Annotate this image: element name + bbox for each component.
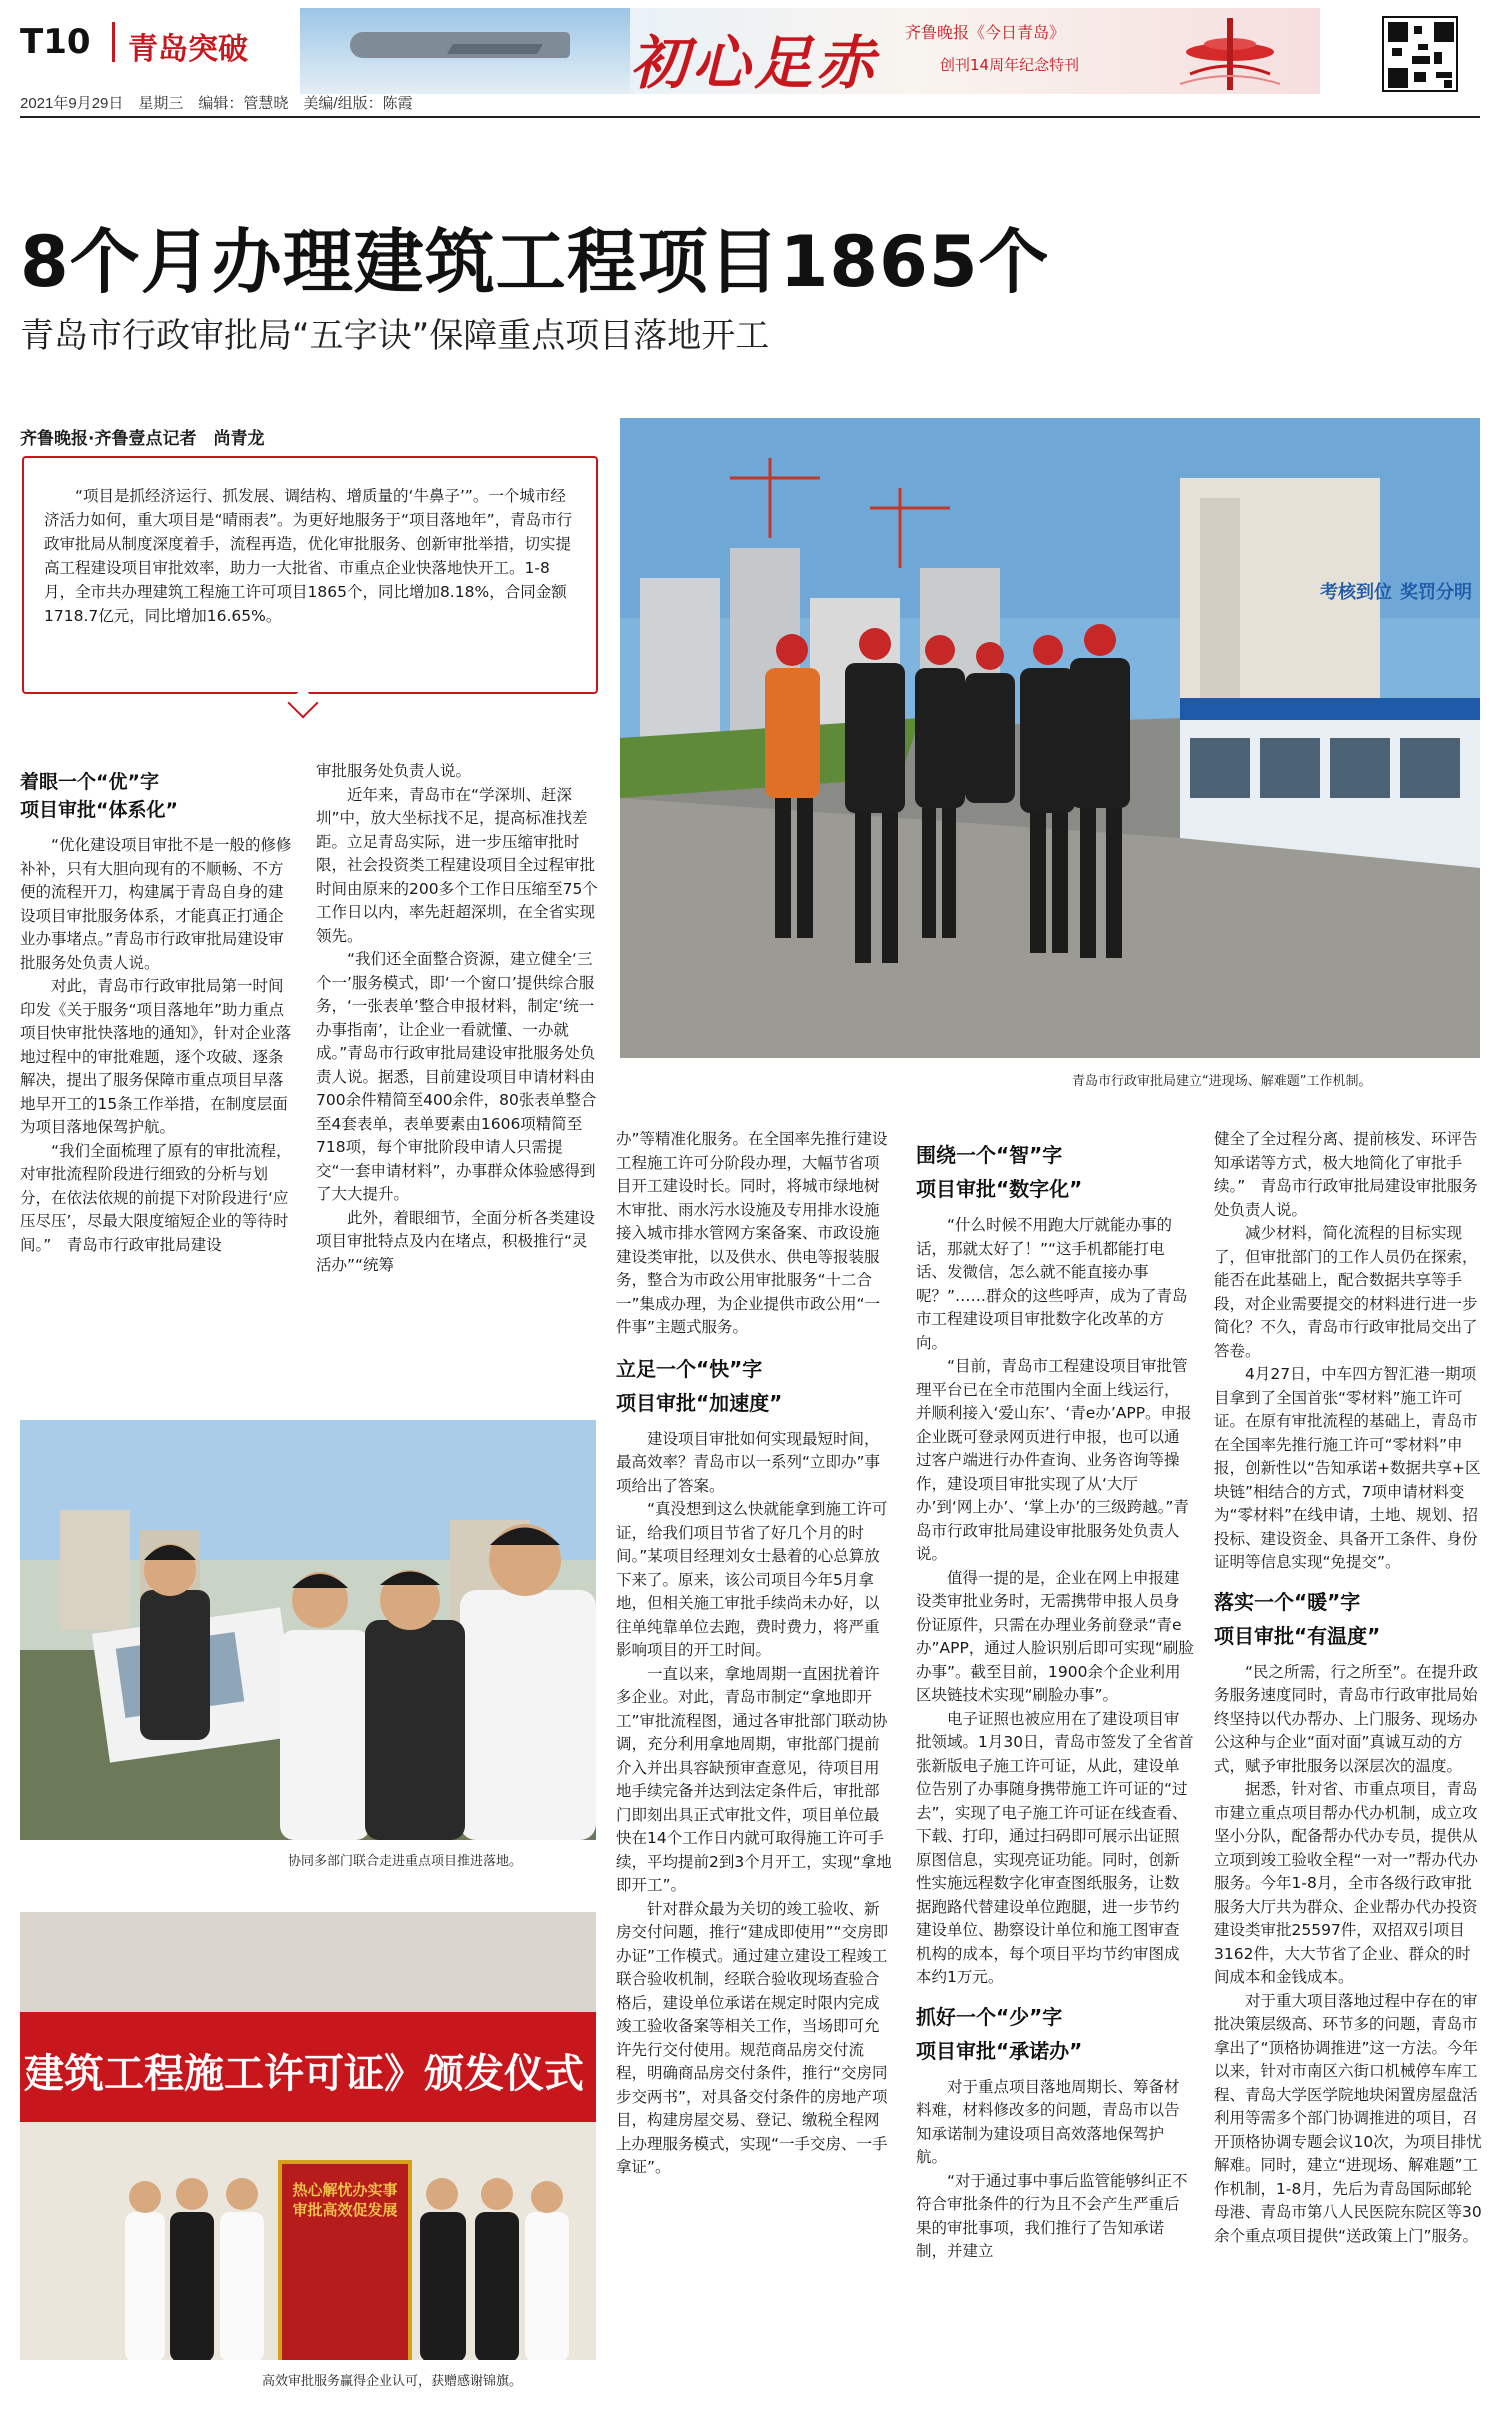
ceremony-photo	[20, 1912, 596, 2360]
joint-visit-photo	[20, 1420, 596, 1840]
column-2	[616, 1128, 892, 2408]
paragraph: 健全了全过程分离、提前核发、环评告知承诺等方式，极大地简化了审批手续。” 青岛市行政审批局建设审批服务处负责人说。	[1214, 1130, 1478, 1219]
anniversary-label: 创刊14周年纪念特刊	[940, 56, 1080, 74]
paragraph: “优化建设项目审批不是一般的修修补补，只有大胆向现有的不顺畅、不方便的流程开刀，构建属于青岛自身的建设项目审批服务体系，才能真正打通企业办事堵点。”青岛市行政审批局建设审批服务处负责人说。	[20, 836, 292, 972]
section5-title1: 落实一个“暖”字	[1214, 1589, 1361, 1614]
paragraph: 据悉，针对省、市重点项目，青岛市建立重点项目帮办代办机制，成立攻坚小分队，配备帮办代办专员，提供从立项到竣工验收全程“一对一”帮办代办服务。今年1-8月，全市各级行政审批服务大厅共为群众、企业帮办代办投资建设类审批25597件，双招双引项目3162件，大大节省了企业、群众的时间成本和金钱成本。	[1214, 1780, 1479, 1986]
tv-tower-illustration	[1170, 14, 1290, 94]
paragraph: 近年来，青岛市在“学深圳、赶深圳”中，放大坐标找不足，提高标准找差距。立足青岛实际，进一步压缩审批时限，社会投资类工程建设项目全过程审批时间由原来的200多个工作日压缩至75个工作日以内，率先赶超深圳，在全省实现领先。	[316, 785, 598, 945]
section5-title2: 项目审批“有温度”	[1214, 1623, 1381, 1648]
anniversary-banner	[300, 8, 1320, 94]
paragraph: “我们全面梳理了原有的审批流程，对审批流程阶段进行细致的分析与划分，在依法依规的前提下对阶段进行‘应压尽压’，尽最大限度缩短企业的等待时间。” 青岛市行政审批局建设	[20, 1141, 292, 1254]
paragraph: 一直以来，拿地周期一直困扰着许多企业。对此，青岛市制定“拿地即开工”审批流程图，通过各审批部门联动协调，充分利用拿地周期，审批部门提前介入并出具容缺预审查意见，待项目用地手续完备并达到法定条件后，审批部门即刻出具正式审批文件，项目单位最快在14个工作日内就可取得施工许可手续，平均提前2到3个月开工，实现“拿地即开工”。	[616, 1664, 892, 1894]
paragraph: “对于通过事中事后监管能够纠正不符合审批条件的行为且不会产生严重后果的审批事项，我们推行了告知承诺制，并建立	[916, 2171, 1188, 2260]
section3-title1: 围绕一个“智”字	[916, 1143, 1063, 1167]
paragraph: 针对群众最为关切的竣工验收、新房交付问题，推行“建成即使用”“交房即办证”工作模式。通过建立建设工程竣工联合验收机制，经联合验收现场查验合格后，建设单位承诺在规定时限内完成竣工验收备案等相关工作，当场即可允许先行交付使用。规范商品房交付流程，明确商品房交付条件，推行“交房同步交两书”，对具备交付条件的房地产项目，构建房屋交易、登记、缴税全程网上办理服务模式，实现“一手交房、一手拿证”。	[616, 1899, 889, 2176]
section4-title2: 项目审批“承诺办”	[916, 2038, 1083, 2063]
column-4	[1214, 1128, 1482, 2408]
newspaper-name: 齐鲁晚报《今日青岛》	[905, 23, 1066, 42]
section1-title1: 着眼一个“优”字	[20, 771, 159, 793]
paragraph: “民之所需，行之所至”。在提升政务服务速度同时，青岛市行政审批局始终坚持以代办帮办、上门服务、现场办公这种与企业“面对面”真诚互动的方式，赋予审批服务以深层次的温度。	[1214, 1662, 1479, 1775]
date-editor-line: 2021年9月29日 星期三 编辑：管慧晓 美编/组版：陈霞	[20, 95, 413, 112]
paragraph: 对于重点项目落地周期长、筹备材料难，材料修改多的问题，青岛市以告知承诺制为建设项目高效落地保驾护航。	[916, 2077, 1180, 2166]
paragraph: 对于重大项目落地过程中存在的审批决策层级高、环节多的问题，青岛市拿出了“顶格协调推进”这一方法。今年以来，针对市南区六街口机械停车库工程、青岛大学医学院地块闲置房屋盘活利用等需多个部门协调推进的项目，召开顶格协调专题会议10次，为项目排忧解难。同时，建立“进现场、解难题”工作机制，1-8月，先后为青岛国际邮轮母港、青岛市第八人民医院东院区等30余个重点项目提供“送政策上门”服务。	[1214, 1991, 1482, 2245]
paragraph: 电子证照也被应用在了建设项目审批领域。1月30日，青岛市签发了全省首张新版电子施工许可证，从此，建设单位告别了办事随身携带施工许可证的“过去”，实现了电子施工许可证在线查看、下载、打印，通过扫码即可展示出证照原图信息，实现亮证功能。同时，创新性实施远程数字化审查图纸服务，让数据跑路代替建设单位跑腿，进一步节约建设单位、勘察设计单位和施工图审查机构的成本，每个项目平均节约审图成本约1万元。	[916, 1709, 1194, 1986]
section4-title1: 抓好一个“少”字	[916, 2004, 1063, 2029]
column-1b	[316, 760, 598, 1370]
airplane-wing-illustration	[447, 44, 543, 54]
paragraph: 4月27日，中车四方智汇港一期项目拿到了全国首张“零材料”施工许可证。在原有审批流程的基础上，青岛市在全国率先推行施工许可“零材料”申报，创新性以“告知承诺+数据共享+区块链”相结合的方式，7项申请材料变为“零材料”在线申请，土地、规划、招投标、建设资金、具备开工条件、身份证明等信息实现“免提交”。	[1214, 1365, 1481, 1571]
headline: 8个月办理建筑工程项目1865个	[20, 221, 1050, 303]
header-rule	[20, 116, 1480, 118]
banner-slogan: 初心足赤	[630, 29, 879, 94]
paragraph: 办”等精准化服务。在全国率先推行建设工程施工许可分阶段办理，大幅节省项目开工建设时长。同时，将城市绿地树木审批、雨水污水设施及专用排水设施接入城市排水管网方案备案、市政设施建设类审批，以及供水、供电等报装服务，整合为市政公用审批服务“十二合一”集成办理，为企业提供市政公用“一件事”主题式服务。	[616, 1130, 888, 1336]
pennant-text: 热心解忧办实事 审批高效促发展	[292, 2181, 398, 2219]
lead-box	[22, 456, 598, 694]
subheadline: 青岛市行政审批局“五字诀”保障重点项目落地开工	[20, 316, 770, 356]
paragraph: 建设项目审批如何实现最短时间，最高效率？青岛市以一系列“立即办”事项给出了答案。	[616, 1429, 881, 1495]
paragraph: 减少材料，简化流程的目标实现了，但审批部门的工作人员仍在探索，能否在此基础上，配合数据共享等手段，对企业需要提交的材料进行进一步简化？不久，青岛市行政审批局交出了答卷。	[1214, 1224, 1478, 1360]
photo2-caption: 协同多部门联合走进重点项目推进落地。	[288, 1854, 523, 1869]
paragraph: 审批服务处负责人说。	[316, 762, 472, 780]
masthead-divider	[112, 22, 115, 62]
section2-title2: 项目审批“加速度”	[616, 1390, 783, 1415]
section2-title1: 立足一个“快”字	[616, 1356, 763, 1381]
lead-paragraph: “项目是抓经济运行、抓发展、调结构、增质量的‘牛鼻子’”。一个城市经济活力如何，重大项目是“晴雨表”。为更好地服务于“项目落地年”，青岛市行政审批局从制度深度着手，流程再造，优化审批服务、创新审批举措，切实提高工程建设项目审批效率，助力一大批省、市重点企业快落地快开工。1-8月，全市共办理建筑工程施工许可项目1865个，同比增加8.18%，合同金额1718.7亿元，同比增加16.65%。	[44, 487, 573, 625]
section-name: 青岛突破	[128, 32, 248, 67]
column-3	[916, 1140, 1194, 2408]
paragraph: “什么时候不用跑大厅就能办事的话，那就太好了！”“这手机都能打电话、发微信，怎么就不能直接办事呢？”……群众的这些呼声，成为了青岛市工程建设项目审批数字化改革的方向。	[916, 1216, 1188, 1352]
paragraph: 值得一提的是，企业在网上申报建设类审批业务时，无需携带申报人员身份证原件，只需在办理业务前登录“青e办”APP，通过人脸识别后即可实现“刷脸办事”。截至目前，1900余个企业利用区块链技术实现“刷脸办事”。	[916, 1568, 1194, 1704]
column-1a	[20, 768, 292, 1378]
site-inspection-photo	[620, 418, 1480, 1058]
qr-code[interactable]	[1382, 16, 1458, 92]
paragraph: “目前，青岛市工程建设项目审批管理平台已在全市范围内全面上线运行，并顺利接入‘爱山东’、‘青e办’APP。申报企业既可登录网页进行申报，也可以通过客户端进行办件查询、业务咨询等操作，建设项目审批实现了从‘大厅办’到‘网上办’、‘掌上办’的三级跨越。”青岛市行政审批局建设审批服务处负责人说。	[916, 1357, 1192, 1563]
ceremony-banner-text: 建筑工程施工许可证》颁发仪式	[24, 2051, 584, 2097]
paragraph: 对此，青岛市行政审批局第一时间印发《关于服务“项目落地年”助力重点项目快审批快落地的通知》，针对企业落地过程中的审批难题，逐个攻破、逐条解决，提出了服务保障市重点项目早落地早开工的15条工作举措，在制度层面为项目落地保驾护航。	[20, 977, 292, 1136]
paragraph: “我们还全面整合资源，建立健全‘三个一’服务模式，即‘一个窗口’提供综合服务，‘一张表单’整合申报材料，制定‘统一办事指南’，让企业一看就懂、一办就成。”青岛市行政审批局建设审批服务处负责人说。据悉，目前建设项目申请材料由700余件精简至400余件，80张表单整合至4套表单，表单要素由1606项精简至718项，每个审批阶段申请人只需提交“一套申请材料”，办事群众体验感得到了大大提升。	[316, 950, 597, 1203]
site-sign-assessment: 考核到位	[1320, 582, 1392, 603]
photo3-caption: 高效审批服务赢得企业认可，获赠感谢锦旗。	[262, 2374, 523, 2389]
section1-title2: 项目审批“体系化”	[20, 799, 178, 821]
photo1-caption: 青岛市行政审批局建立“进现场、解难题”工作机制。	[1072, 1074, 1372, 1089]
paragraph: 此外，着眼细节，全面分析各类建设项目审批特点及内在堵点，积极推行“灵活办”“统筹	[316, 1208, 596, 1274]
paragraph: “真没想到这么快就能拿到施工许可证，给我们项目节省了好几个月的时间。”某项目经理刘女士悬着的心总算放下来了。原来，该公司项目今年5月拿地，但相关施工审批手续尚未办好，以往单纯靠单位去跑，费时费力，将严重影响项目的开工时间。	[616, 1500, 888, 1659]
byline: 齐鲁晚报·齐鲁壹点记者 尚青龙	[20, 429, 265, 449]
section3-title2: 项目审批“数字化”	[916, 1177, 1083, 1201]
site-sign-reward: 奖罚分明	[1400, 582, 1472, 603]
page-number: T10	[20, 22, 91, 62]
